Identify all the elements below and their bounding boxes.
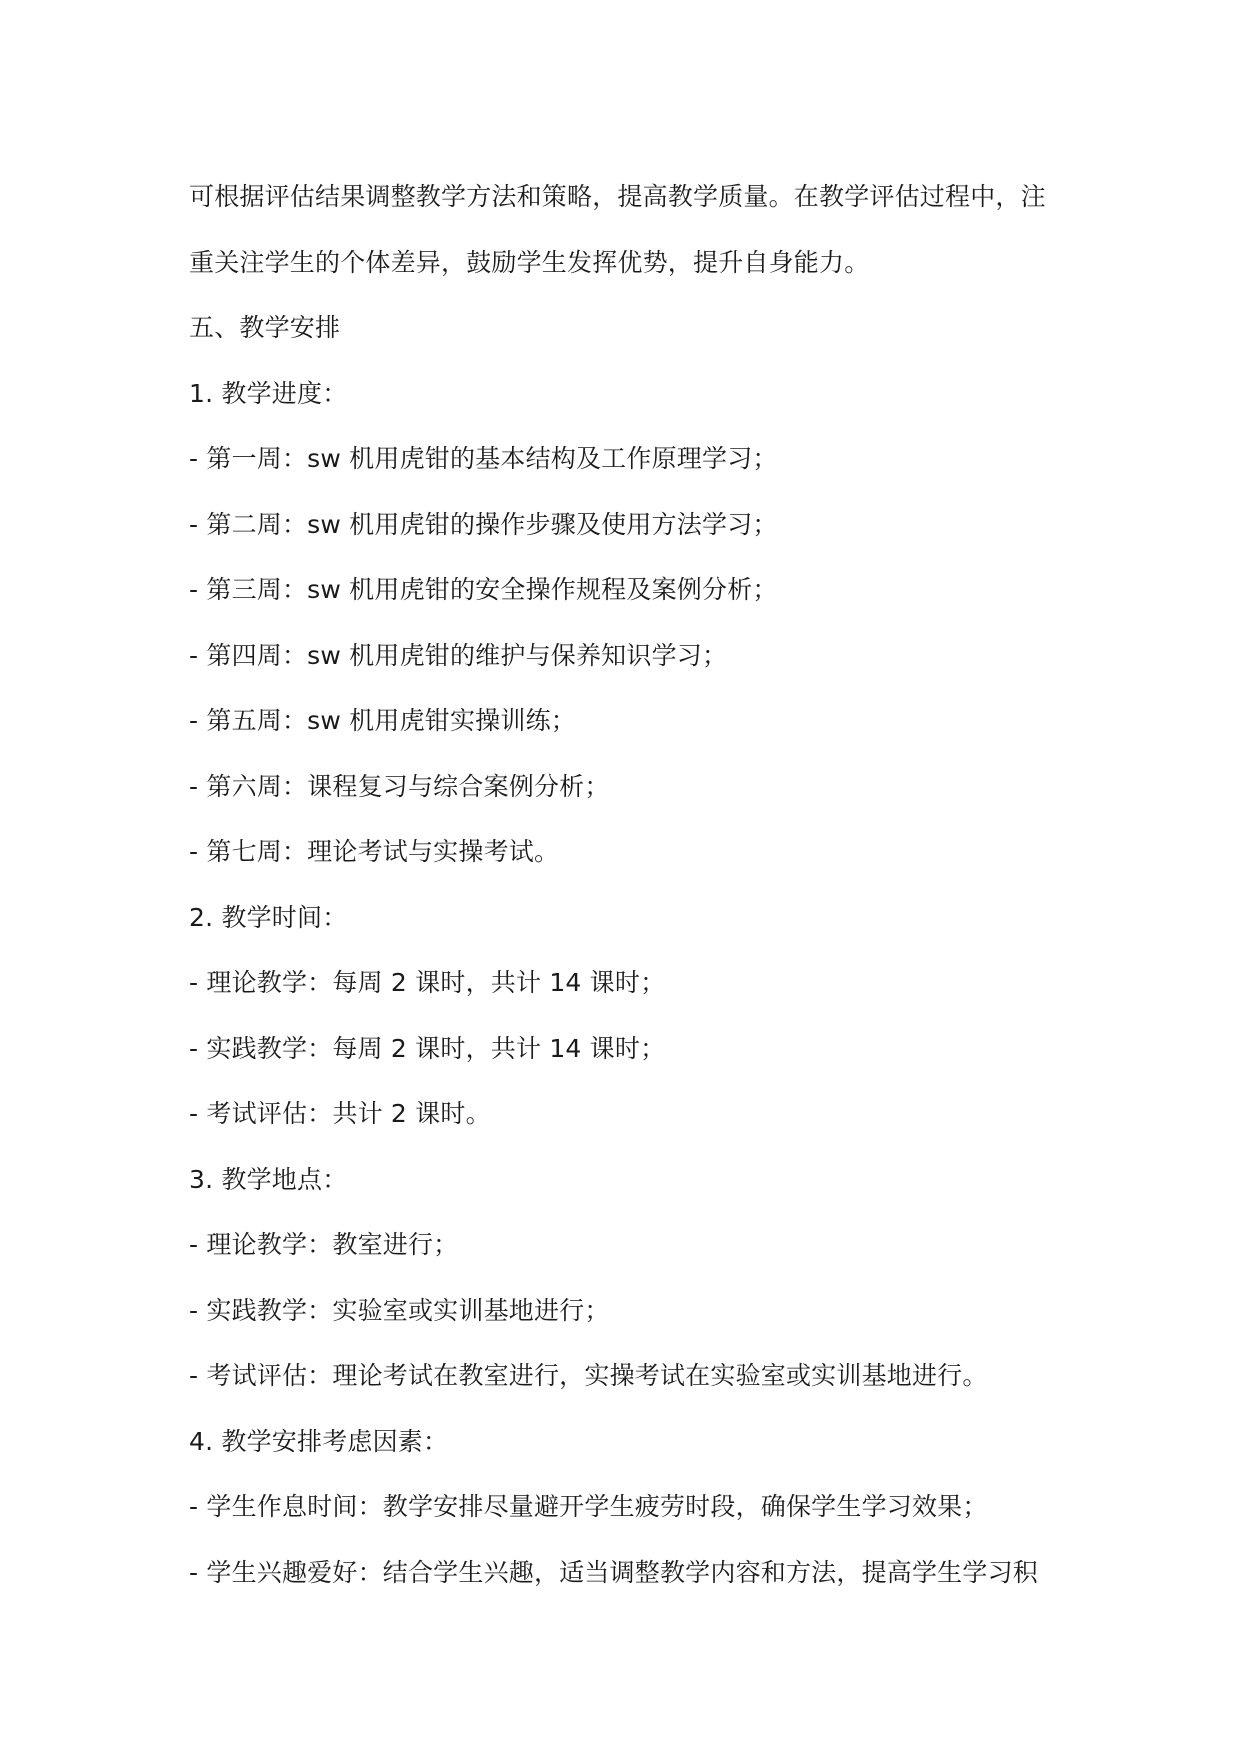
list-item: - 第三周：sw 机用虎钳的安全操作规程及案例分析； xyxy=(189,575,778,604)
list-item: - 学生作息时间：教学安排尽量避开学生疲劳时段，确保学生学习效果； xyxy=(189,1492,988,1521)
subsection-heading: 3. 教学地点： xyxy=(189,1164,348,1194)
list-item: - 考试评估：共计 2 课时。 xyxy=(189,1099,491,1128)
subsection-heading: 2. 教学时间： xyxy=(189,902,348,932)
list-item: - 第四周：sw 机用虎钳的维护与保养知识学习； xyxy=(189,640,728,670)
list-item: - 实践教学：每周 2 课时，共计 14 课时； xyxy=(189,1033,666,1063)
list-item: - 第七周：理论考试与实操考试。 xyxy=(189,837,560,866)
subsection-heading: 4. 教学安排考虑因素： xyxy=(189,1426,449,1456)
list-item: - 学生兴趣爱好：结合学生兴趣，适当调整教学内容和方法，提高学生学习积 xyxy=(189,1557,1038,1587)
list-item: - 实践教学：实验室或实训基地进行； xyxy=(189,1295,610,1325)
list-item: - 第六周：课程复习与综合案例分析； xyxy=(189,771,610,801)
list-item: - 第二周：sw 机用虎钳的操作步骤及使用方法学习； xyxy=(189,509,778,539)
document-body xyxy=(189,164,1069,1605)
paragraph-line: 重关注学生的个体差异，鼓励学生发挥优势，提升自身能力。 xyxy=(189,247,870,277)
list-item: - 理论教学：教室进行； xyxy=(189,1230,459,1259)
subsection-heading: 1. 教学进度： xyxy=(189,378,348,408)
list-item: - 考试评估：理论考试在教室进行，实操考试在实验室或实训基地进行。 xyxy=(189,1361,988,1390)
paragraph-line: 可根据评估结果调整教学方法和策略，提高教学质量。在教学评估过程中，注 xyxy=(189,182,1046,211)
list-item: - 第一周：sw 机用虎钳的基本结构及工作原理学习； xyxy=(189,444,778,473)
list-item: - 理论教学：每周 2 课时，共计 14 课时； xyxy=(189,968,666,997)
section-heading: 五、教学安排 xyxy=(189,313,341,342)
list-item: - 第五周：sw 机用虎钳实操训练； xyxy=(189,706,576,735)
